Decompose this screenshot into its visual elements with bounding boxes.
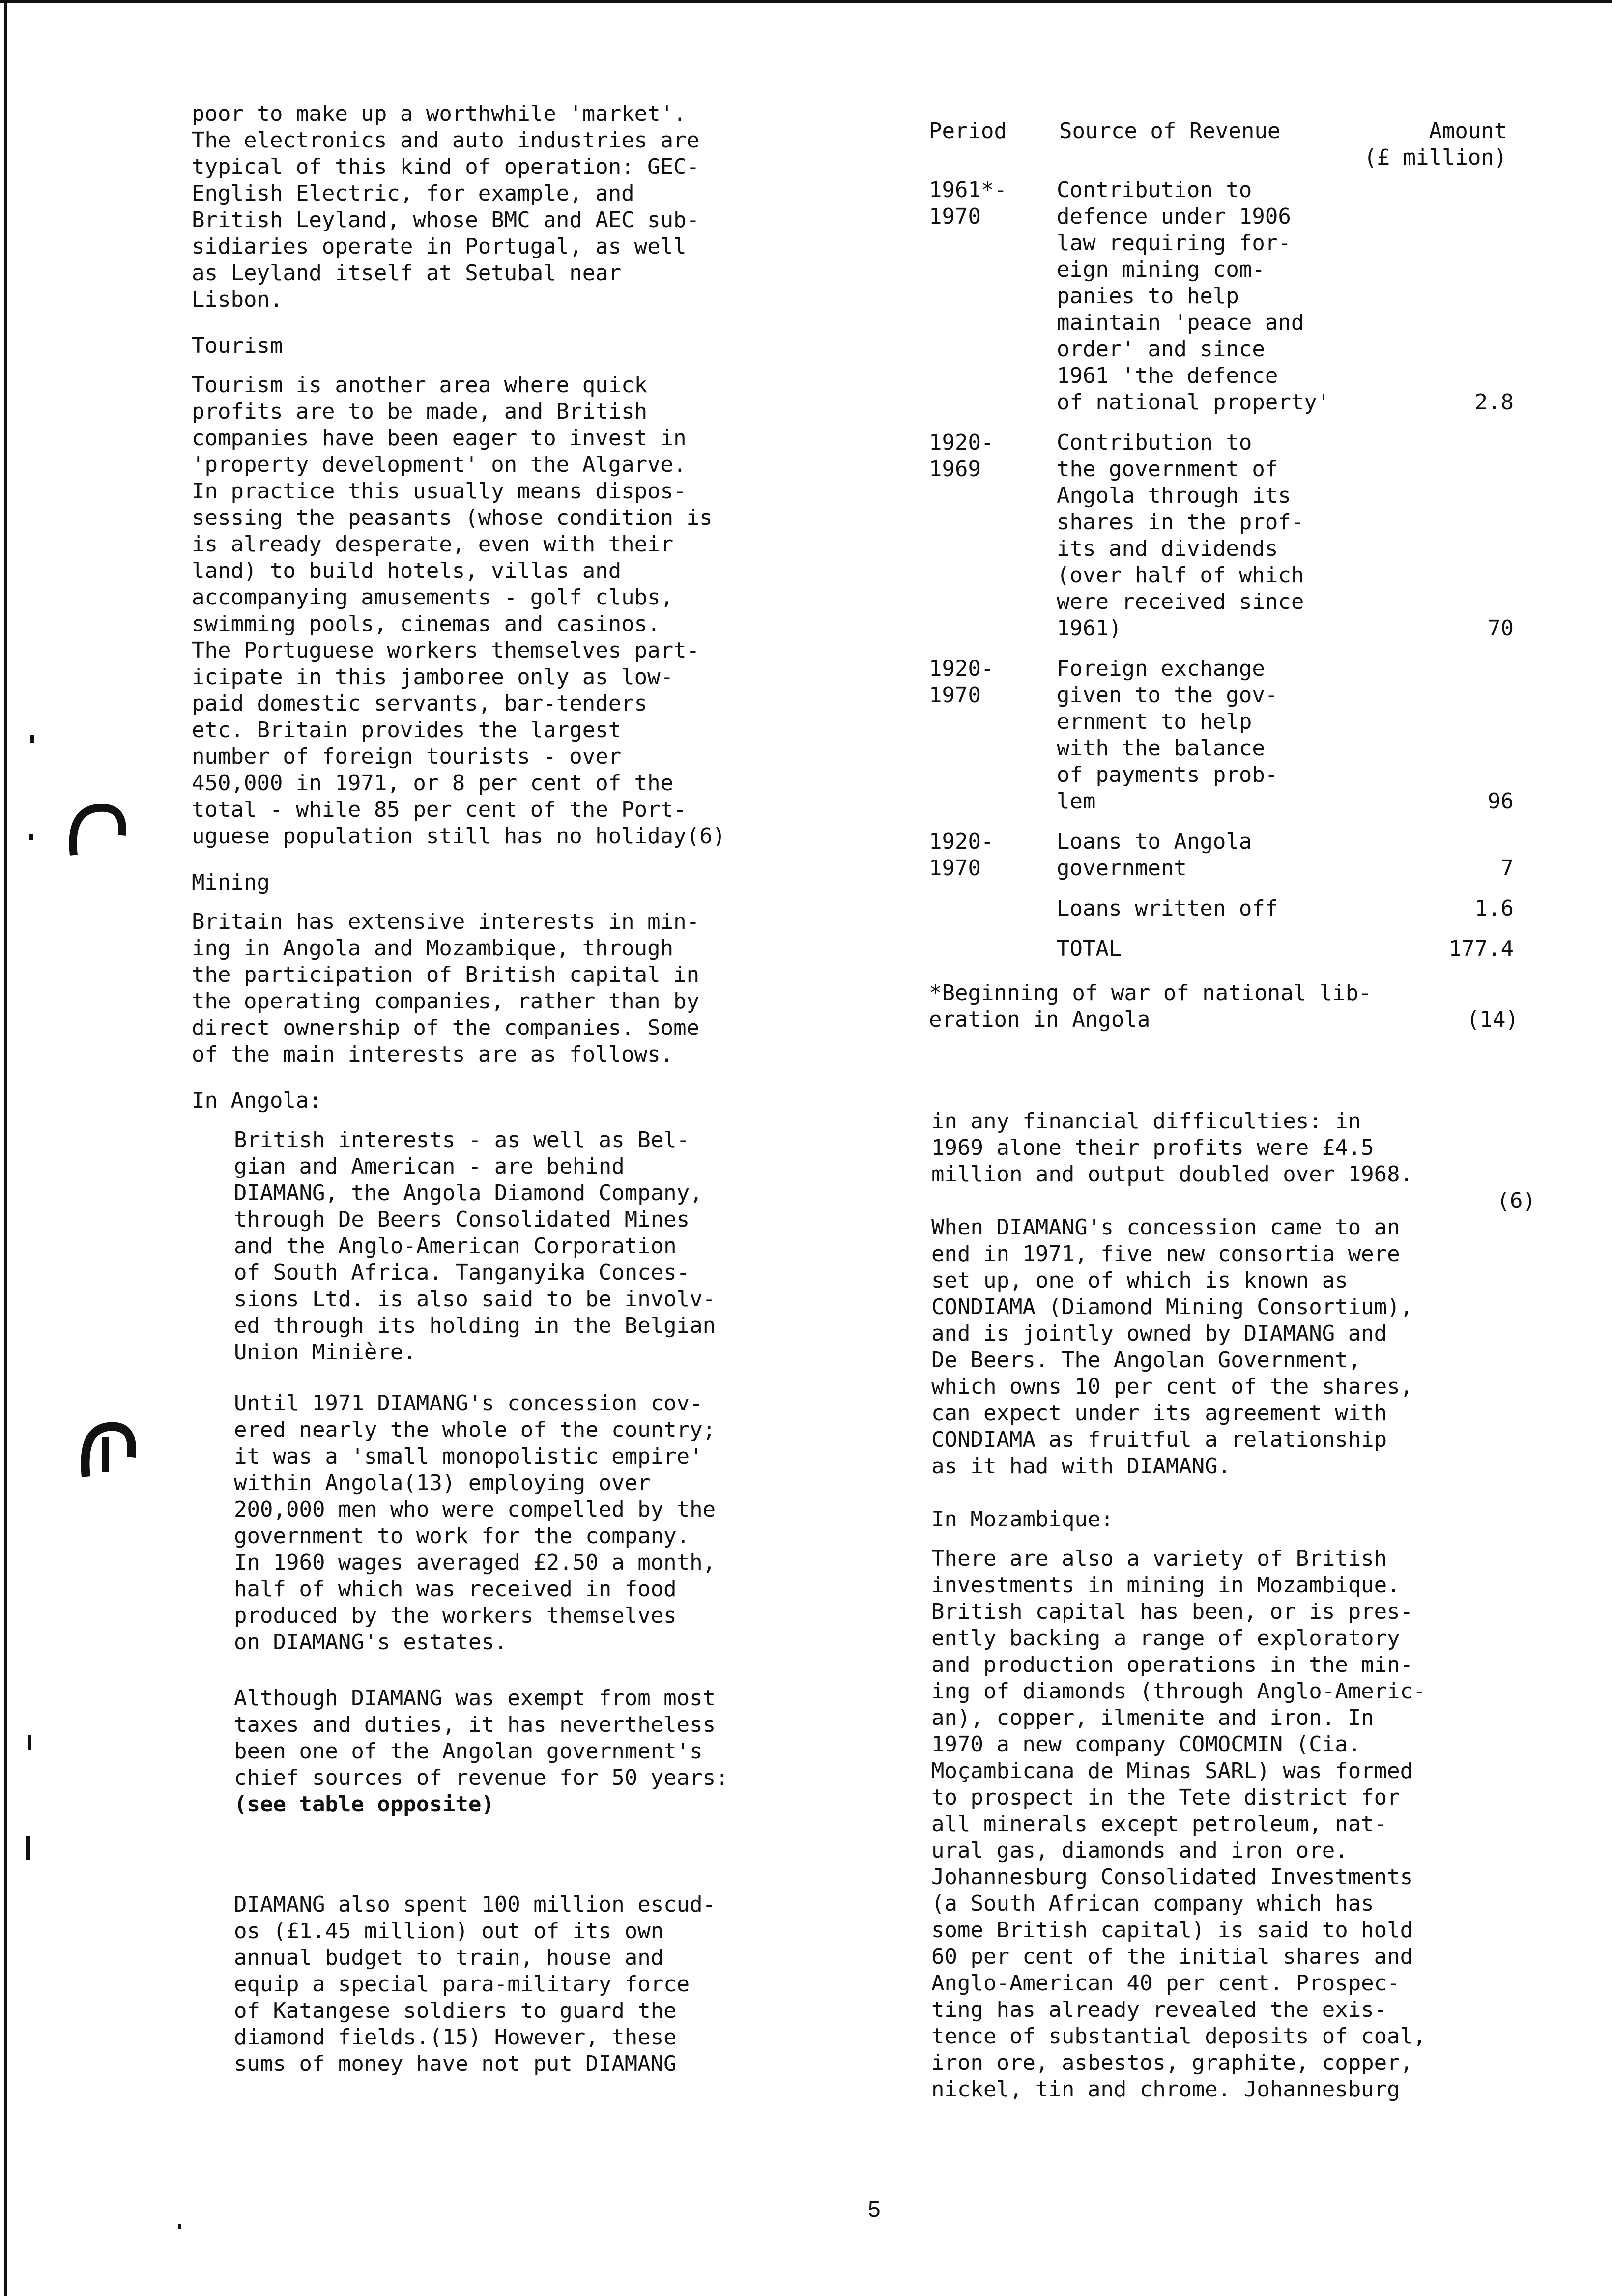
- right-paragraph-2: When DIAMANG's concession came to an end in 1971, five new consortia were set up, one of which is known as CONDIAMA (Diamond Mining Consortium), and is jointly owned by DIAMANG and De Beers. The Angolan Government, which owns 10 per cent of the shares, can expect under its agreement with CONDIAMA as fruitful a relationship as it had with DIAMANG.: [931, 1215, 1413, 1479]
- margin-mark: [26, 1836, 30, 1860]
- row-period: 1920- 1969: [929, 430, 994, 482]
- row-amount: 7: [1500, 856, 1514, 881]
- top-border: [0, 0, 1612, 3]
- table-row: [929, 656, 1538, 815]
- row-source: Loans to Angola government: [1057, 829, 1252, 881]
- margin-mark: [29, 834, 33, 840]
- angola-paragraph-2: Until 1971 DIAMANG's concession cov- ered nearly the whole of the country; it was a 'small monopolistic empire' within Angola(13) employing over 200,000 men who were compelled by the government to work for the company. In 1960 wages averaged £2.50 a month, half of which was received in food produced by the workers themselves on DIAMANG's estates.: [234, 1391, 716, 1655]
- row-amount: 2.8: [1474, 390, 1514, 415]
- header-period: Period: [929, 118, 1007, 144]
- margin-mark: [28, 1735, 31, 1750]
- row-amount: 1.6: [1474, 896, 1514, 921]
- row-period: 1920- 1970: [929, 656, 994, 708]
- row-source: Foreign exchange given to the gov- ernment to help with the balance of payments prob- lem: [1057, 656, 1278, 814]
- page-number: 5: [868, 2196, 881, 2222]
- right-paragraph-1: in any financial difficulties: in 1969 alone their profits were £4.5 million and output doubled over 1968.: [931, 1109, 1413, 1187]
- row-period: 1961*- 1970: [929, 177, 1007, 229]
- mining-heading: Mining: [192, 870, 270, 895]
- right-column: [931, 1108, 1536, 2123]
- row-amount: 96: [1488, 789, 1514, 814]
- revenue-table: [929, 118, 1538, 1033]
- row-source: Loans written off: [1057, 896, 1278, 921]
- angola-heading: In Angola:: [192, 1088, 322, 1113]
- right-paragraph-1-ref: (6): [1497, 1188, 1536, 1213]
- table-footnote-block: [929, 980, 1538, 1033]
- margin-mark: [178, 2224, 181, 2229]
- row-amount: 70: [1488, 616, 1514, 641]
- mozambique-heading: In Mozambique:: [931, 1507, 1114, 1532]
- tourism-paragraph: Tourism is another area where quick profits are to be made, and British companies have been eager to invest in 'property development' on the Algarve. In practice this usually means dispos- sessing the peasants (whose condition is is already desperate, even with their land) to build hotels, villas and accompanying amusements - golf clubs, swimming pools, cinemas and casinos. The Portuguese workers themselves part- icipate in this jamboree only as low- paid domestic servants, bar-tenders etc. Britain provides the largest number of foreign tourists - over 450,000 in 1971, or 8 per cent of the total - while 85 per cent of the Port- uguese population still has no holiday(6): [192, 373, 726, 849]
- header-amount: Amount (£ million): [1364, 118, 1507, 170]
- table-header: [929, 118, 1538, 177]
- row-period: 1920- 1970: [929, 829, 994, 881]
- table-footnote: *Beginning of war of national lib- eration in Angola: [929, 980, 1372, 1032]
- punch-hole-mark-bottom: [76, 1418, 145, 1482]
- mozambique-paragraph: There are also a variety of British investments in mining in Mozambique. British capital has been, or is pres- ently backing a range of exploratory and production operations in the min- ing of diamonds (through Anglo-Americ- an), copper, ilmenite and iron. In 1970 a new company COMOCMIN (Cia. Moçambicana de Minas SARL) was formed to prospect in the Tete district for all minerals except petroleum, nat- ural gas, diamonds and iron ore. Johannesburg Consolidated Investments (a South African company which has some British capital) is said to hold 60 per cent of the initial shares and Anglo-American 40 per cent. Prospec- ting has already revealed the exis- tence of substantial deposits of coal, iron ore, asbestos, graphite, copper, nickel, tin and chrome. Johannesburg: [931, 1546, 1426, 2102]
- left-column: [192, 101, 865, 2097]
- angola-paragraph-4: DIAMANG also spent 100 million escud- os (£1.45 million) out of its own annual budget to train, house and equip a special para-military force of Katangese soldiers to guard the diamond fields.(15) However, these sums of money have not put DIAMANG: [234, 1892, 716, 2076]
- punch-hole-mark-top: [64, 801, 133, 860]
- left-border: [4, 0, 7, 2296]
- see-table-note: (see table opposite): [234, 1792, 494, 1817]
- table-row: [929, 177, 1538, 416]
- row-source: Contribution to the government of Angola through its shares in the prof- its and dividends (over half of which were received since 1961): [1057, 430, 1304, 641]
- mining-paragraph: Britain has extensive interests in min- ing in Angola and Mozambique, through the participation of British capital in the operating companies, rather than by direct ownership of the companies. Some of the main interests are as follows.: [192, 909, 700, 1067]
- table-footnote-ref: (14): [1467, 1007, 1519, 1032]
- angola-paragraph-3: Although DIAMANG was exempt from most taxes and duties, it has nevertheless been one of the Angolan government's chief sources of revenue for 50 years:: [234, 1686, 729, 1790]
- angola-paragraph-1: British interests - as well as Bel- gian and American - are behind DIAMANG, the Angola Diamond Company, through De Beers Consolidated Mines and the Anglo-American Corporation of South Africa. Tanganyika Conces- sions Ltd. is also said to be involv- ed through its holding in the Belgian Union Minière.: [234, 1127, 716, 1365]
- table-row: [929, 829, 1538, 882]
- table-row: [929, 430, 1538, 642]
- row-source: TOTAL: [1057, 936, 1122, 961]
- header-source: Source of Revenue: [1059, 118, 1281, 144]
- intro-paragraph: poor to make up a worthwhile 'market'. The electronics and auto industries are typical of this kind of operation: GEC- English Electric, for example, and British Leyland, whose BMC and AEC sub- sidiaries operate in Portugal, as well as Leyland itself at Setubal near Lisbon.: [192, 101, 700, 312]
- table-row-total: [929, 936, 1538, 962]
- tourism-heading: Tourism: [192, 333, 283, 358]
- row-amount: 177.4: [1448, 936, 1514, 961]
- table-row: [929, 895, 1538, 922]
- margin-mark: [30, 735, 34, 743]
- row-source: Contribution to defence under 1906 law requiring for- eign mining com- panies to help maintain 'peace and order' and since 1961 'the defence of national property': [1057, 177, 1330, 415]
